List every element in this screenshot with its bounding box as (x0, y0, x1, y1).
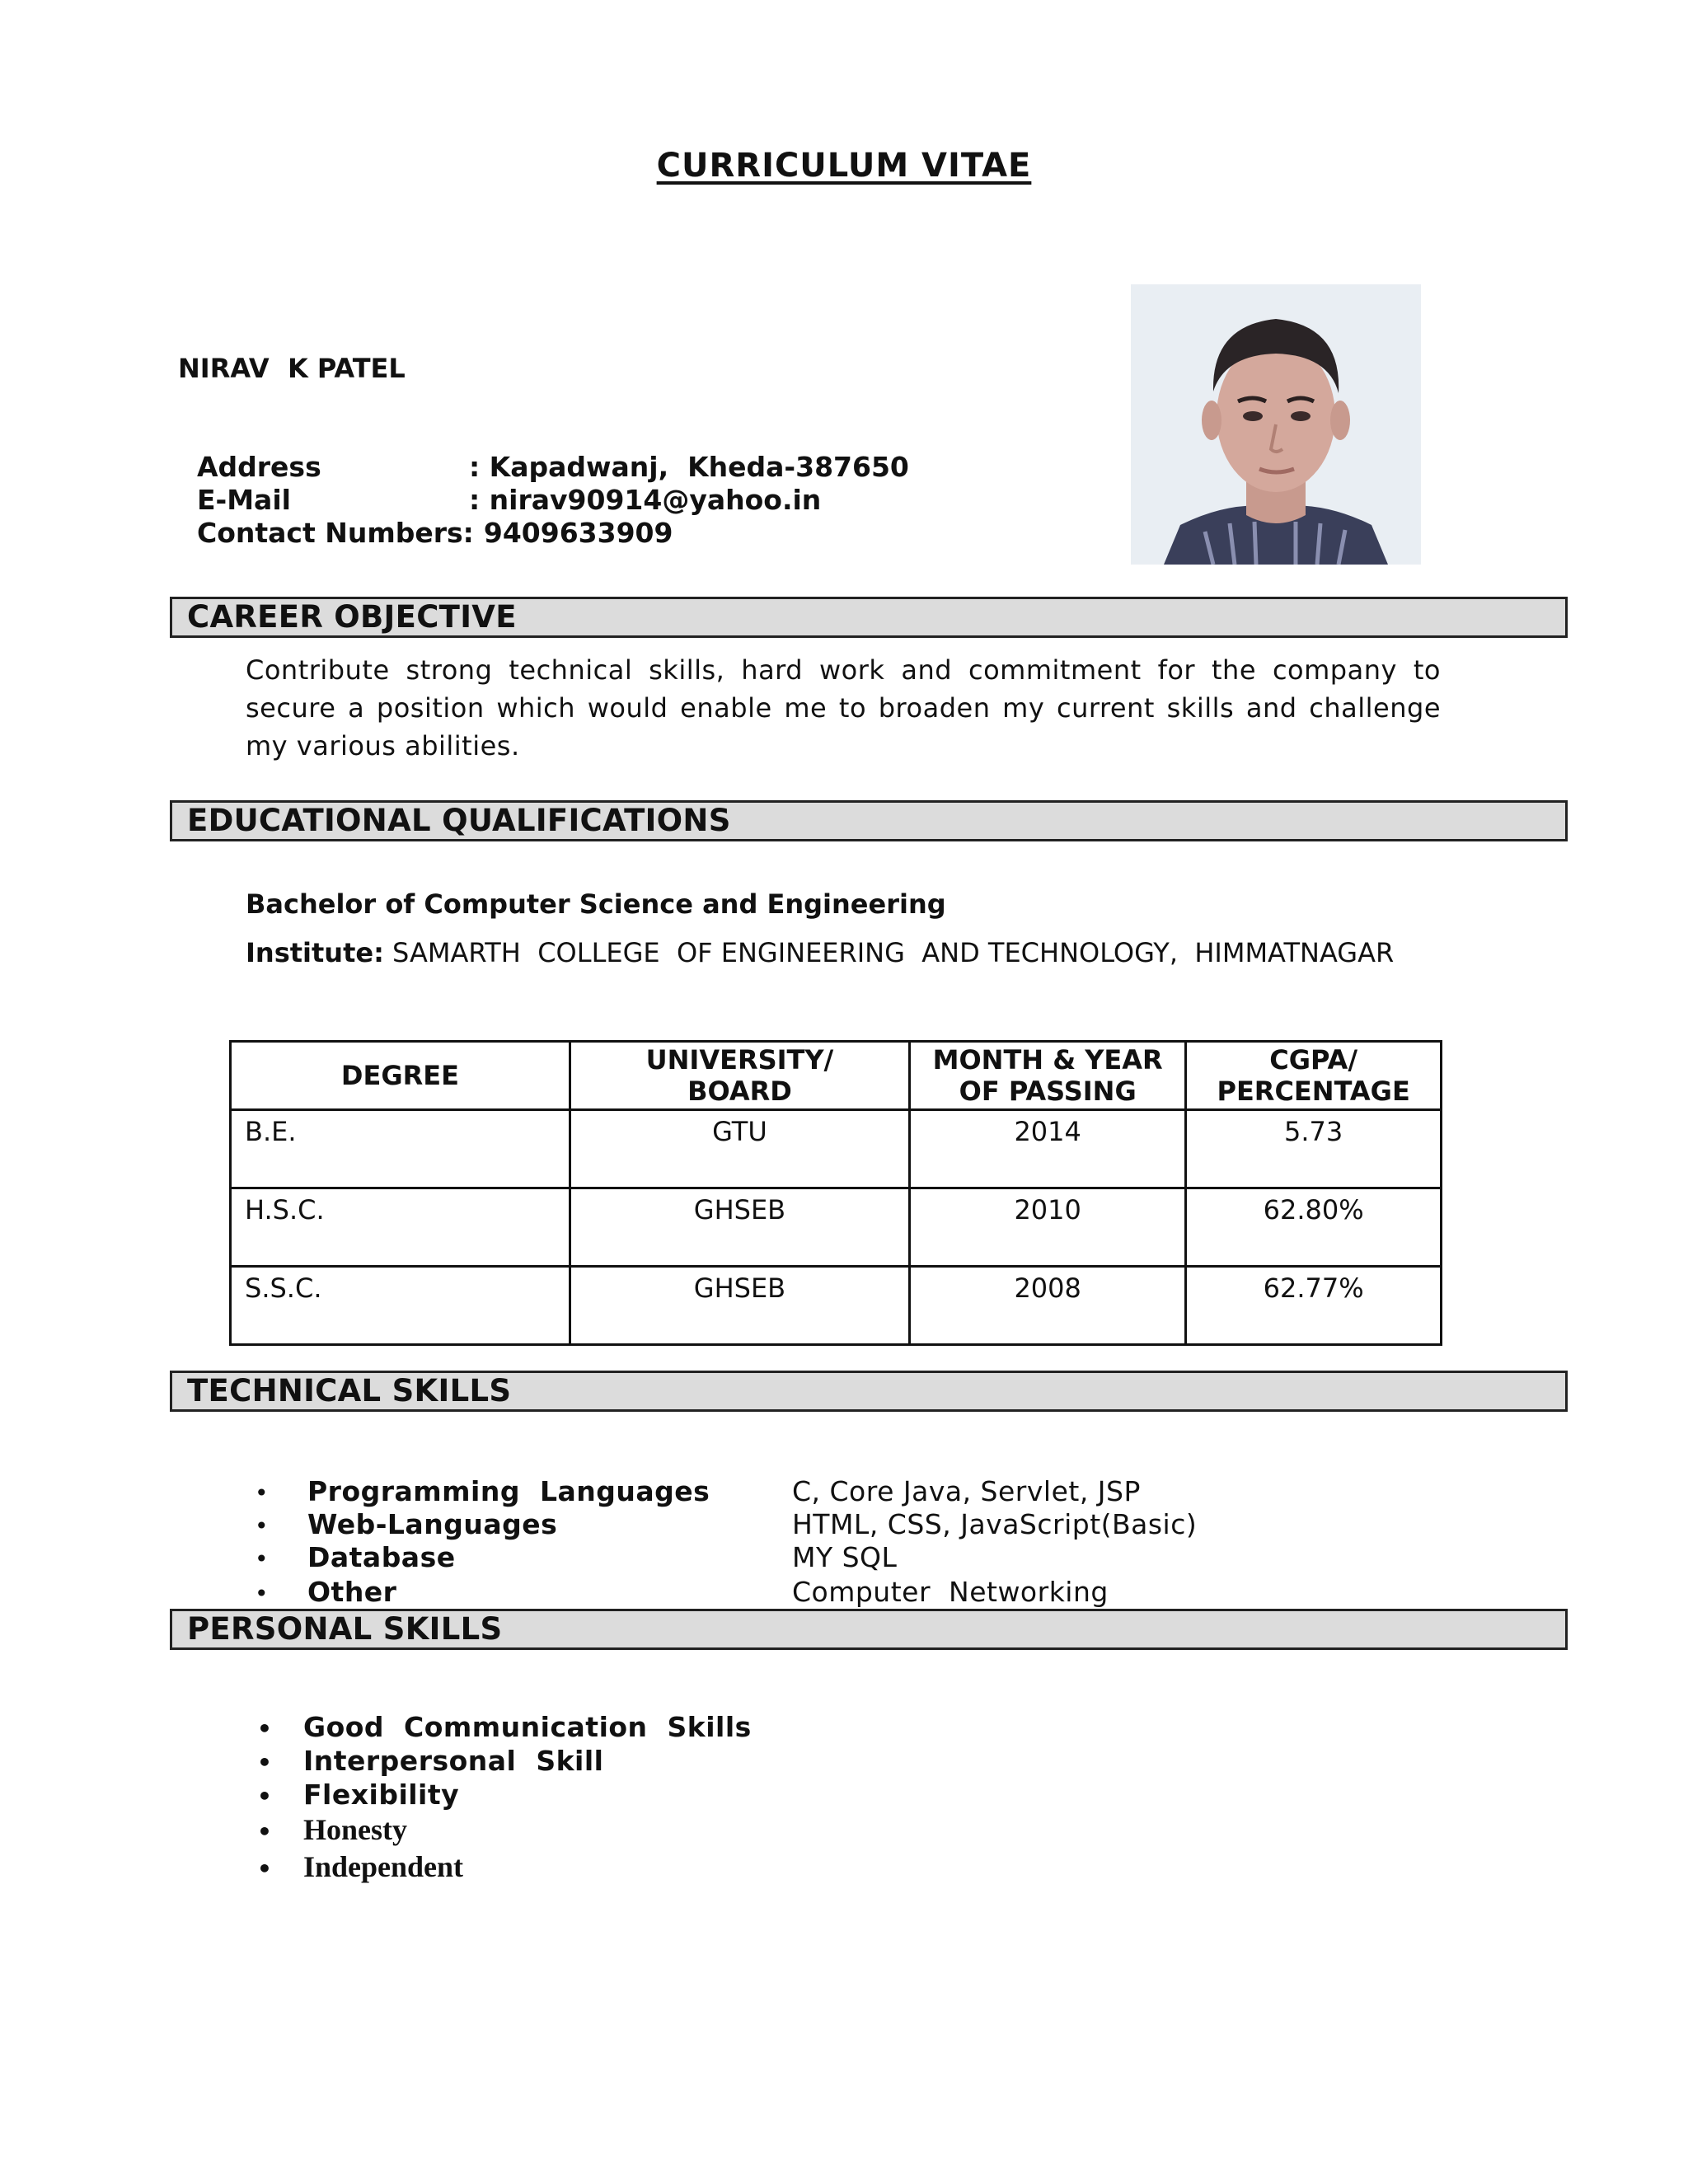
section-title: TECHNICAL SKILLS (187, 1373, 512, 1408)
bullet: • (254, 1545, 269, 1572)
section-header-education (170, 800, 1568, 841)
email-label: E-Mail (196, 484, 291, 516)
email-row (178, 451, 822, 516)
skill-value: C, Core Java, Servlet, JSP (791, 1475, 1141, 1507)
skill-label: Other (307, 1576, 397, 1608)
header-degree: DEGREE (231, 1042, 570, 1110)
table-row (231, 1110, 1442, 1188)
bullet: • (254, 1479, 269, 1507)
institute-value: SAMARTH COLLEGE OF ENGINEERING AND TECHNOLOGY, HIMMATNAGAR (383, 937, 1395, 968)
table-cell: 62.77% (1186, 1267, 1442, 1345)
skill-value: HTML, CSS, JavaScript(Basic) (791, 1508, 1198, 1540)
section-title: CAREER OBJECTIVE (187, 599, 517, 635)
table-cell: GTU (570, 1110, 909, 1188)
contact-value: 9409633909 (483, 517, 673, 549)
table-cell: GHSEB (570, 1188, 909, 1267)
table-row (231, 1267, 1442, 1345)
list-item (237, 1442, 1141, 1507)
table-cell: H.S.C. (231, 1188, 570, 1267)
list-item (237, 1475, 1198, 1540)
list-item (237, 1543, 1109, 1608)
table-cell: S.S.C. (231, 1267, 570, 1345)
skill-label: Web-Languages (307, 1508, 558, 1540)
email-value: : nirav90914@yahoo.in (468, 484, 822, 516)
skill-label: Database (307, 1541, 456, 1573)
section-title: PERSONAL SKILLS (187, 1611, 503, 1647)
personal-skill: Independent (302, 1850, 464, 1883)
degree-title: Bachelor of Computer Science and Engineering (246, 888, 946, 920)
list-item (237, 1780, 407, 1846)
bullet: • (256, 1855, 273, 1882)
education-table (229, 1040, 1442, 1346)
section-header-career-objective (170, 597, 1568, 638)
list-item (237, 1712, 604, 1777)
table-cell: B.E. (231, 1110, 570, 1188)
table-cell: 5.73 (1186, 1110, 1442, 1188)
header-passing: MONTH & YEAR OF PASSING (910, 1042, 1186, 1110)
table-cell: 2010 (910, 1188, 1186, 1267)
table-cell: GHSEB (570, 1267, 909, 1345)
document-title: CURRICULUM VITAE (656, 147, 1032, 185)
personal-skill: Interpersonal Skill (302, 1745, 604, 1777)
address-value: : Kapadwanj, Kheda-387650 (468, 451, 909, 483)
table-header-row (231, 1042, 1442, 1110)
bullet: • (256, 1749, 273, 1776)
list-item (237, 1746, 460, 1811)
list-item (237, 1508, 898, 1573)
personal-skill: Flexibility (302, 1779, 460, 1811)
personal-skill: Honesty (302, 1813, 407, 1846)
bullet: • (256, 1715, 273, 1742)
section-title: EDUCATIONAL QUALIFICATIONS (187, 803, 731, 838)
skill-label: Programming Languages (307, 1475, 710, 1507)
candidate-name: NIRAV K PATEL (178, 353, 406, 384)
skill-value: MY SQL (791, 1541, 898, 1573)
personal-skill: Good Communication Skills (302, 1711, 752, 1743)
contact-label: Contact Numbers: (196, 517, 474, 549)
institute-label: Institute: (246, 937, 384, 968)
table-cell: 2008 (910, 1267, 1186, 1345)
skill-value: Computer Networking (791, 1576, 1109, 1608)
header-cgpa: CGPA/ PERCENTAGE (1186, 1042, 1442, 1110)
list-item (237, 1678, 752, 1743)
institute-line (246, 937, 1394, 968)
table-row (231, 1188, 1442, 1267)
bullet: • (254, 1512, 269, 1540)
address-row (178, 418, 909, 483)
contact-row (178, 484, 673, 549)
address-label: Address (196, 451, 321, 483)
section-header-personal-skills (170, 1609, 1568, 1650)
profile-photo (1131, 284, 1421, 565)
bullet: • (256, 1783, 273, 1810)
objective-text: Contribute strong technical skills, hard work and commitment for the company to secure a position which would enable me to broaden my current skills and challenge my various abilities. (246, 654, 1441, 762)
table-cell: 62.80% (1186, 1188, 1442, 1267)
bullet: • (256, 1818, 273, 1845)
header-university: UNIVERSITY/ BOARD (570, 1042, 909, 1110)
list-item (237, 1817, 464, 1883)
section-header-technical-skills (170, 1371, 1568, 1412)
table-cell: 2014 (910, 1110, 1186, 1188)
bullet: • (254, 1580, 269, 1607)
